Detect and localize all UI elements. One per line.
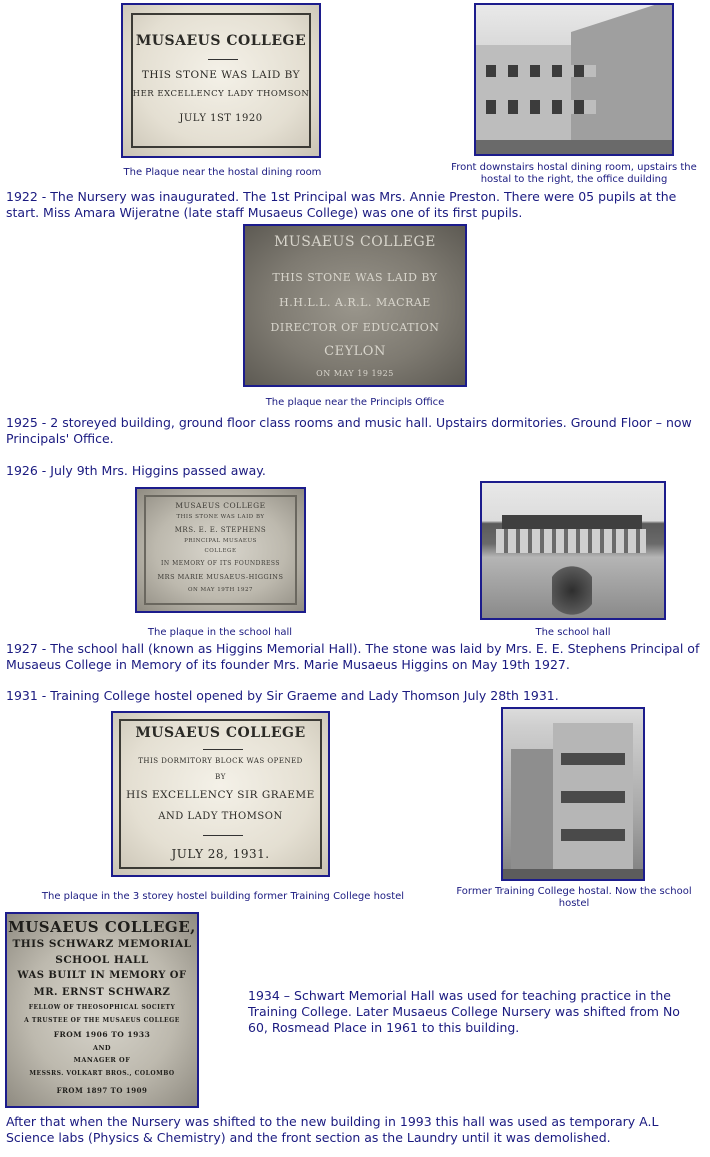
plaque-line: FELLOW OF THEOSOPHICAL SOCIETY bbox=[28, 1004, 176, 1011]
plaque-line: HIS EXCELLENCY SIR GRAEME bbox=[126, 789, 315, 801]
plaque-line: MR. ERNST SCHWARZ bbox=[33, 987, 171, 998]
building-side bbox=[511, 749, 553, 873]
plaque-line: FROM 1897 TO 1909 bbox=[56, 1086, 148, 1095]
building-windows bbox=[486, 65, 596, 77]
building-photo bbox=[476, 5, 672, 154]
plaque-rule bbox=[203, 835, 243, 836]
building-ground bbox=[503, 869, 645, 881]
plaque-line: MUSAEUS COLLEGE bbox=[175, 501, 266, 510]
building-roof bbox=[502, 515, 642, 529]
plaque-rule bbox=[208, 59, 238, 60]
plaque-line: MUSAEUS COLLEGE bbox=[135, 33, 307, 49]
building-wing bbox=[571, 3, 674, 156]
plaque-stone bbox=[7, 914, 197, 1106]
plaque-line: MRS. E. E. STEPHENS bbox=[174, 526, 267, 534]
plaque-1920-photo bbox=[121, 3, 321, 158]
plaque-line: MESSRS. VOLKART BROS., COLOMBO bbox=[29, 1070, 175, 1077]
plaque-line: HER EXCELLENCY LADY THOMSON bbox=[132, 89, 310, 99]
school-hall-photo bbox=[480, 481, 666, 620]
building-photo bbox=[482, 483, 664, 618]
paragraph-after-1993: After that when the Nursery was shifted to the new building in 1993 this hall was used as temporary A.L Science labs (Physics & Chemistry) and the front section as the Laundry until it was demolished. bbox=[6, 1114, 659, 1145]
plaque-stone bbox=[245, 226, 465, 385]
plaque-line: MUSAEUS COLLEGE bbox=[274, 234, 436, 250]
plaque-line: COLLEGE bbox=[204, 548, 237, 554]
paragraph-1934: 1934 – Schwart Memorial Hall was used for teaching practice in the Training College. Later Musaeus College Nursery was shifted from No 60, Rosmead Place in 1961 to this building. bbox=[248, 988, 680, 1035]
plaque-1925-photo bbox=[243, 224, 467, 387]
plaque-1931-photo bbox=[111, 711, 330, 877]
plaque-1931-caption: The plaque in the 3 storey hostel building former Training College hostel bbox=[41, 891, 405, 902]
paragraph-1926: 1926 - July 9th Mrs. Higgins passed away. bbox=[6, 463, 266, 478]
hostel-dining-room-caption: Front downstairs hostal dining room, upstairs the hostal to the right, the office duilding bbox=[451, 162, 697, 185]
plaque-line: H.H.L.L. A.R.L. MACRAE bbox=[279, 296, 431, 309]
plaque-1920-caption: The Plaque near the hostal dining room bbox=[123, 167, 322, 178]
plaque-stone bbox=[113, 713, 328, 875]
building-windows bbox=[486, 100, 596, 114]
hostel-dining-room-photo bbox=[474, 3, 674, 156]
plaque-line: BY bbox=[215, 773, 226, 781]
building-photo bbox=[503, 709, 643, 879]
building-facade bbox=[496, 529, 646, 553]
training-college-hostel-caption: Former Training College hostal. Now the school hostel bbox=[456, 886, 692, 909]
training-college-hostel-photo bbox=[501, 707, 645, 881]
plaque-line: IN MEMORY OF ITS FOUNDRESS bbox=[161, 560, 280, 567]
building-windows bbox=[561, 739, 625, 849]
paragraph-1931: 1931 - Training College hostel opened by Sir Graeme and Lady Thomson July 28th 1931. bbox=[6, 688, 559, 703]
plaque-line: THIS SCHWARZ MEMORIAL bbox=[12, 938, 192, 950]
plaque-line: THIS STONE WAS LAID BY bbox=[176, 514, 265, 520]
plaque-rule bbox=[203, 749, 243, 750]
plaque-line: ON MAY 19TH 1927 bbox=[187, 587, 254, 593]
plaque-stone bbox=[137, 489, 304, 611]
plaque-line: PRINCIPAL MUSAEUS bbox=[184, 538, 257, 544]
paragraph-1922: 1922 - The Nursery was inaugurated. The 1st Principal was Mrs. Annie Preston. There were 05 pupils at the start. Miss Amara Wijeratne (late staff Musaeus College) was one of its first pupils. bbox=[6, 189, 677, 220]
building-ground bbox=[476, 140, 674, 156]
plaque-line: THIS DORMITORY BLOCK WAS OPENED bbox=[138, 757, 303, 765]
plaque-line: MUSAEUS COLLEGE, bbox=[8, 918, 196, 936]
plaque-1927-photo bbox=[135, 487, 306, 613]
plaque-line: JULY 28, 1931. bbox=[171, 847, 270, 861]
plaque-line: A TRUSTEE OF THE MUSAEUS COLLEGE bbox=[24, 1017, 180, 1024]
plaque-stone bbox=[123, 5, 319, 156]
school-hall-caption: The school hall bbox=[535, 627, 611, 638]
plaque-1925-caption: The plaque near the Principls Office bbox=[265, 397, 445, 408]
plaque-line: FROM 1906 TO 1933 bbox=[53, 1030, 151, 1039]
plaque-line: CEYLON bbox=[324, 344, 386, 359]
foliage bbox=[552, 563, 592, 618]
plaque-line: THIS STONE WAS LAID BY bbox=[141, 69, 301, 81]
plaque-line: JULY 1ST 1920 bbox=[179, 113, 263, 124]
plaque-line: AND bbox=[92, 1044, 112, 1052]
paragraph-1927: 1927 - The school hall (known as Higgins Memorial Hall). The stone was laid by Mrs. E. E. Stephens Principal of Musaeus College in Memory of its founder Mrs. Marie Musaeus Higgins on May 19th 1927. bbox=[6, 641, 700, 672]
schwarz-memorial-plaque-photo bbox=[5, 912, 199, 1108]
plaque-1927-caption: The plaque in the school hall bbox=[147, 627, 293, 638]
plaque-line: AND LADY THOMSON bbox=[158, 811, 283, 822]
plaque-line: MANAGER OF bbox=[73, 1056, 131, 1064]
plaque-line: ON MAY 19 1925 bbox=[316, 369, 394, 378]
plaque-line: MUSAEUS COLLEGE bbox=[135, 725, 306, 741]
plaque-line: WAS BUILT IN MEMORY OF bbox=[17, 970, 187, 981]
plaque-line: MRS MARIE MUSAEUS-HIGGINS bbox=[157, 573, 284, 581]
paragraph-1925: 1925 - 2 storeyed building, ground floor class rooms and music hall. Upstairs dormitories. Ground Floor – now Principals' Office. bbox=[6, 415, 692, 446]
plaque-line: THIS STONE WAS LAID BY bbox=[272, 271, 438, 284]
plaque-line: DIRECTOR OF EDUCATION bbox=[270, 321, 440, 334]
plaque-line: SCHOOL HALL bbox=[55, 954, 149, 966]
